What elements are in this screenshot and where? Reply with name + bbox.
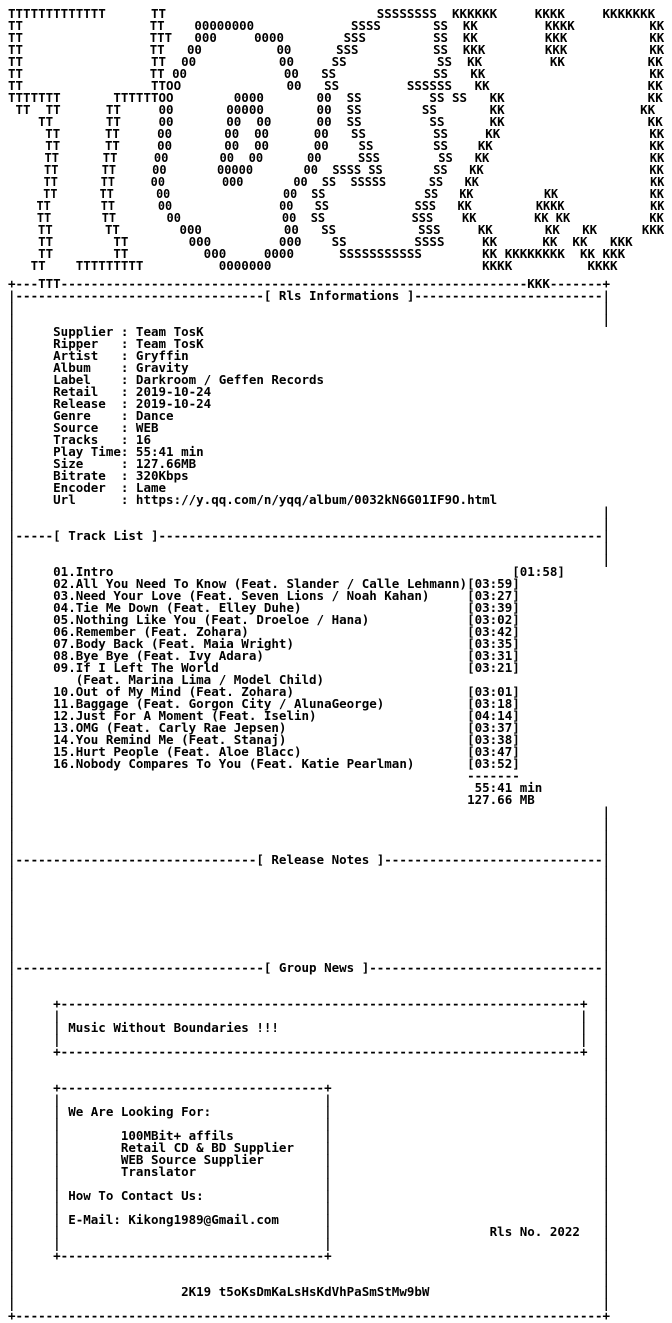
banner-art-line: TT TT 00 00 SS SS KK KK KK: [8, 54, 663, 69]
nfo-line: | | How To Contact Us: | |: [8, 1188, 611, 1203]
nfo-line: | | | |: [8, 1200, 611, 1215]
banner-art-line: TT TT 00000000 SSSS SS KK KKKK KK: [8, 18, 665, 33]
banner-art-line: TT TT 000 00 SS SSS KK KK KK KKK: [8, 222, 665, 237]
nfo-line: | Bitrate : 320Kbps: [8, 468, 189, 483]
nfo-line: | |: [8, 1296, 611, 1311]
banner-art-line: TTTTTTT TTTTTTOO 0000 00 SS SS SS KK KK: [8, 90, 663, 105]
nfo-line: | |: [8, 900, 611, 915]
nfo-line: | Ripper : Team TosK: [8, 336, 204, 351]
banner-art-line: TT TT 00 00 00 00 SS SS KK KK: [8, 114, 663, 129]
nfo-line: | | | |: [8, 1092, 611, 1107]
banner-art-line: TT TT 000 000 SS SSSS KK KK KK KKK: [8, 234, 633, 249]
banner-art-line: TT TT TT 00 00000 00 SS SS KK KK: [8, 102, 656, 117]
nfo-line: | 03.Need Your Love (Feat. Seven Lions / Noah Kahan) [03:27]: [8, 588, 520, 603]
nfo-line: | |: [8, 924, 611, 939]
nfo-line: | |: [8, 936, 611, 951]
banner-art-line: TT TT 00 00 SS SSS KK KKKK KK: [8, 198, 665, 213]
nfo-line: | 06.Remember (Feat. Zohara) [03:42]: [8, 624, 520, 639]
nfo-line: +---TTT--------------------------------------------------------------KKK-------+: [8, 276, 611, 291]
banner-art-line: TTTTTTTTTTTTT TT SSSSSSSS KKKKKK KKKK KKKKKKK: [8, 6, 656, 21]
nfo-line: | |: [8, 984, 611, 999]
nfo-line: | 07.Body Back (Feat. Maia Wright) [03:35]: [8, 636, 520, 651]
nfo-line: | | | |: [8, 1236, 611, 1251]
nfo-line: | 05.Nothing Like You (Feat. Droeloe / Hana) [03:02]: [8, 612, 520, 627]
nfo-line: | (Feat. Marina Lima / Model Child): [8, 672, 325, 687]
nfo-line: | Release : 2019-10-24: [8, 396, 212, 411]
banner-art-line: TT TTOO 00 SS SSSSSS KK KK: [8, 78, 663, 93]
banner-art-line: TT TT 00 00 00 00 SS SS KK KK: [8, 126, 665, 141]
nfo-line: |-----[ Track List ]-----------------------------------------------------------|: [8, 528, 611, 543]
nfo-line: |---------------------------------[ Rls Informations ]-------------------------|: [8, 288, 611, 303]
nfo-line: | | | |: [8, 1008, 611, 1023]
nfo-line: | | | Rls No. 2022 |: [8, 1224, 611, 1239]
nfo-line: | |: [8, 876, 611, 891]
nfo-line: | |: [8, 804, 611, 819]
nfo-line: | 12.Just For A Moment (Feat. Iselin) [04:14]: [8, 708, 520, 723]
nfo-line: | 01.Intro [01:58]: [8, 564, 565, 579]
nfo-line: | | 100MBit+ affils | |: [8, 1128, 611, 1143]
banner-art-line: TT TTT 000 0000 SSS SS KK KKK KK: [8, 30, 665, 45]
nfo-line: | Source : WEB: [8, 420, 159, 435]
nfo-line: | |: [8, 816, 611, 831]
nfo-line: | 127.66 MB: [8, 792, 535, 807]
nfo-line: | | | |: [8, 1032, 611, 1047]
banner-art-line: TT TT 00 00 00 00 SS SS KK KK: [8, 138, 665, 153]
nfo-line: | |: [8, 1056, 611, 1071]
nfo-line: | Play Time: 55:41 min: [8, 444, 204, 459]
nfo-line: | 08.Bye Bye (Feat. Ivy Adara) [03:31]: [8, 648, 520, 663]
banner-art-line: TT TT 00 00 SS SSS KK KK KK KK: [8, 210, 664, 225]
banner-art-line: TT TT 00 00 SS SS KK KK: [8, 66, 665, 81]
nfo-line: | |: [8, 912, 611, 927]
nfo-line: | |: [8, 948, 611, 963]
nfo-line: | 14.You Remind Me (Feat. Stanaj) [03:38]: [8, 732, 520, 747]
nfo-line: | +-----------------------------------+ |: [8, 1248, 611, 1263]
nfo-line: | |: [8, 516, 611, 531]
nfo-line: | | | |: [8, 1116, 611, 1131]
nfo-line: | -------: [8, 768, 520, 783]
nfo-line: | |: [8, 1272, 611, 1287]
banner-art-line: TT TT 000 0000 SSSSSSSSSSS KK KKKKKKKK KK KKK: [8, 246, 626, 261]
nfo-line: | 13.OMG (Feat. Carly Rae Jepsen) [03:37]: [8, 720, 520, 735]
nfo-line: | Encoder : Lame: [8, 480, 167, 495]
nfo-line: | 16.Nobody Compares To You (Feat. Katie Pearlman) [03:52]: [8, 756, 520, 771]
nfo-line: | |: [8, 540, 611, 555]
nfo-line: | 55:41 min: [8, 780, 543, 795]
nfo-line: | Tracks : 16: [8, 432, 151, 447]
banner-art-line: TT TT 00 00 SSS SS KKK KKK KK: [8, 42, 665, 57]
nfo-line: | |: [8, 552, 611, 567]
nfo-line: | |: [8, 1260, 611, 1275]
nfo-line: | |: [8, 504, 611, 519]
nfo-line: | |: [8, 840, 611, 855]
nfo-line: | |: [8, 864, 611, 879]
nfo-line: | |: [8, 972, 611, 987]
nfo-line: | 2K19 t5oKsDmKaLsHsKdVhPaSmStMw9bW |: [8, 1284, 611, 1299]
nfo-line: | +-----------------------------------+ |: [8, 1080, 611, 1095]
nfo-line: | Artist : Gryffin: [8, 348, 189, 363]
nfo-line: | |: [8, 828, 611, 843]
nfo-line: | Url : https://y.qq.com/n/yqq/album/0032kN6G01IF9O.html: [8, 492, 498, 507]
nfo-line: | | Translator | |: [8, 1164, 611, 1179]
nfo-line: | +---------------------------------------------------------------------+ |: [8, 1044, 611, 1059]
nfo-line: | Retail : 2019-10-24: [8, 384, 212, 399]
nfo-line: | 04.Tie Me Down (Feat. Elley Duhe) [03:39]: [8, 600, 520, 615]
nfo-line: | |: [8, 888, 611, 903]
nfo-line: | |: [8, 300, 611, 315]
nfo-line: | | | |: [8, 1176, 611, 1191]
banner-art-line: TT TT 00 00 SS SS KK KK KK: [8, 186, 664, 201]
nfo-line: | Size : 127.66MB: [8, 456, 197, 471]
nfo-line: | 02.All You Need To Know (Feat. Slander / Calle Lehmann)[03:59]: [8, 576, 520, 591]
nfo-line: | | We Are Looking For: | |: [8, 1104, 611, 1119]
nfo-line: | | Music Without Boundaries !!! | |: [8, 1020, 611, 1035]
nfo-line: | Supplier : Team TosK: [8, 324, 204, 339]
nfo-line: | | Retail CD & BD Supplier | |: [8, 1140, 611, 1155]
nfo-line: | Album : Gravity: [8, 360, 189, 375]
banner-art-line: TT TTTTTTTTT 0000000 KKKK KKKK: [8, 258, 618, 273]
banner-art-line: TT TT 00 000 00 SS SSSSS SS KK KK: [8, 174, 665, 189]
banner-art-line: TT TT 00 00 00 00 SSS SS KK KK: [8, 150, 665, 165]
nfo-line: | +---------------------------------------------------------------------+ |: [8, 996, 611, 1011]
nfo-line: | | E-Mail: Kikong1989@Gmail.com | |: [8, 1212, 611, 1227]
banner-art-line: TT TT 00 00000 00 SSSS SS SS KK KK: [8, 162, 664, 177]
nfo-line: | 15.Hurt People (Feat. Aloe Blacc) [03:47]: [8, 744, 520, 759]
nfo-line: | |: [8, 312, 611, 327]
nfo-line: |---------------------------------[ Group News ]-------------------------------|: [8, 960, 611, 975]
nfo-line: | 10.Out of My Mind (Feat. Zohara) [03:01]: [8, 684, 520, 699]
nfo-line: | 11.Baggage (Feat. Gorgon City / AlunaGeorge) [03:18]: [8, 696, 520, 711]
nfo-line: | Label : Darkroom / Geffen Records: [8, 372, 325, 387]
nfo-line: |--------------------------------[ Release Notes ]-----------------------------|: [8, 852, 611, 867]
nfo-line: +------------------------------------------------------------------------------+: [8, 1308, 611, 1323]
nfo-line: | Genre : Dance: [8, 408, 174, 423]
nfo-line: | 09.If I Left The World [03:21]: [8, 660, 520, 675]
nfo-line: | |: [8, 1068, 611, 1083]
nfo-line: | | WEB Source Supplier | |: [8, 1152, 611, 1167]
